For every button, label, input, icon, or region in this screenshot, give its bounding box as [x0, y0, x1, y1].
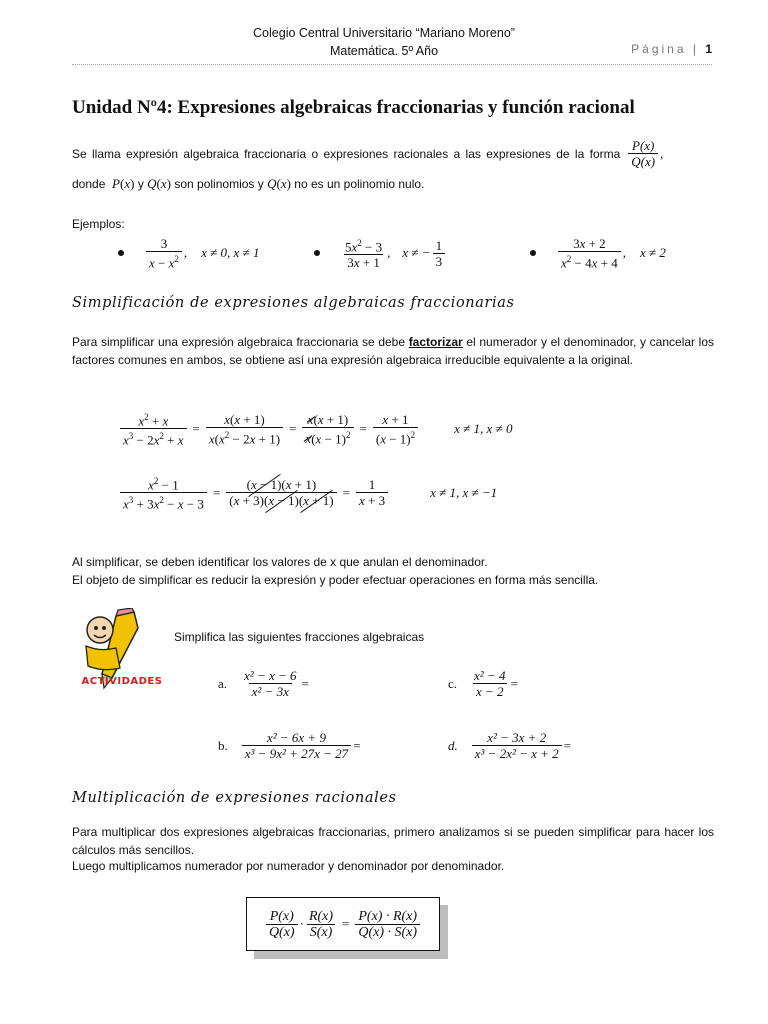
multiplication-paragraph-1: Para multiplicar dos expresiones algebraicas fraccionarias, primero analizamos si se pueden simplificar para hacer los cálculos más sencillos.: [72, 825, 714, 857]
intro-text-2b: y: [137, 177, 144, 191]
note-2: El objeto de simplificar es reducir la expresión y poder efectuar operaciones en forma más sencilla.: [72, 573, 599, 587]
activity-numerator: x² − 6x + 9: [266, 730, 326, 745]
activity-label: c.: [448, 675, 458, 691]
bullet: [118, 250, 124, 256]
activities-instruction: Simplifica las siguientes fracciones algebraicas: [174, 630, 425, 644]
worked-example-2: $\frac{x^2 - 1}{x^3 + 3x^2 - x - 3}$ = $\frac{(x - 1)(x + 1)}{(x + 3)(x - 1)(x + 1)}$ = $\frac{1}{x + 3}$ x ≠ 1, x ≠ −1: [118, 474, 497, 512]
intro-text-2a: donde: [72, 177, 106, 191]
intro-line-1: Se llama expresión algebraica fraccionaria o expresiones racionales a las expresiones de la forma $\frac{P(x)}{Q(x)}$ ,: [72, 138, 664, 169]
activities-badge: [76, 608, 168, 694]
bullet: [314, 250, 320, 256]
section-heading-multiplication: Multiplicación de expresiones racionales: [72, 790, 397, 806]
page-number: 1: [705, 42, 712, 56]
section-heading-simplification: Simplificación de expresiones algebraicas fraccionarias: [72, 295, 515, 311]
page-title: Unidad Nº4: Expresiones algebraicas fraccionarias y función racional: [72, 97, 635, 118]
page-indicator: Página | 1: [631, 42, 712, 56]
para-text-b: el numerador y el denominador, y cancelar los factores comunes en ambos, se obtiene así una expresión algebraica irreducible equivalente a la original.: [72, 335, 715, 367]
activity-denominator: x − 2: [473, 683, 507, 699]
activity-item-a: a. $\frac{\text{x² − x − 6}}{\text{x² − 3x}}$ =: [218, 668, 309, 699]
example-1: $\frac{3}{x - x^2}$ , x ≠ 0, x ≠ 1: [118, 236, 259, 270]
intro-fraction: $\frac{P(x)}{Q(x)}$: [628, 138, 658, 169]
activities-badge-label: ACTIVIDADES: [81, 676, 163, 687]
header-school: Colegio Central Universitario “Mariano Moreno”: [253, 26, 515, 40]
activity-numerator: x² − 4: [474, 668, 506, 683]
activity-denominator: x² − 3x: [249, 683, 292, 699]
activity-denominator: x³ − 2x² − x + 2: [472, 745, 562, 761]
intro-text-2d: no es un polinomio nulo.: [294, 177, 425, 191]
worked-example-1: $\frac{x^2 + x}{x^3 - 2x^2 + x}$ = $\frac{x(x + 1)}{x(x^2 - 2x + 1)}$ = $\frac{x(x + 1)}{x(x - 1)^2}$ = $\frac{x + 1}{(x - 1)^2}$ x ≠ 1, x ≠ 0: [118, 410, 512, 448]
intro-text-2c: son polinomios y: [174, 177, 264, 191]
intro-text-1: Se llama expresión algebraica fraccionaria o expresiones racionales a las expresiones de la forma: [72, 146, 621, 161]
multiplication-formula-box: $\frac{P(x)}{Q(x)}$ · $\frac{R(x)}{S(x)}$ = $\frac{P(x) \cdot R(x)}{Q(x) \cdot S(x)}$: [246, 897, 440, 951]
page-label: Página: [631, 42, 687, 56]
header-course: Matemática. 5º Año: [329, 44, 439, 58]
activity-numerator: x² − 3x + 2: [487, 730, 547, 745]
examples-label: Ejemplos:: [72, 217, 125, 231]
activity-label: a.: [218, 675, 228, 691]
intro-line-2: donde P ( x ) y Q ( x ) son polinomios y Q ( x ) no es un polinomio nulo.: [72, 176, 425, 191]
multiplication-paragraph-2: Luego multiplicamos numerador por numerador y denominador por denominador.: [72, 859, 505, 873]
activity-denominator: x³ − 9x² + 27x − 27: [242, 745, 351, 761]
header-divider: [72, 64, 712, 65]
activity-numerator: x² − x − 6: [244, 668, 297, 683]
activity-label: b.: [218, 737, 228, 753]
keyword-factorizar: factorizar: [408, 335, 463, 349]
example-2: $\frac{5x^2 - 3}{3x + 1}$ , x ≠ − $\frac{1}{3}$: [314, 236, 447, 270]
example-3: $\frac{3x + 2}{x^2 - 4x + 4}$ , x ≠ 2: [530, 236, 666, 270]
simplification-paragraph: [72, 333, 714, 369]
para-text-a: Para simplificar una expresión algebraica fraccionaria se debe: [72, 335, 406, 349]
activity-item-c: c. $\frac{\text{x² − 4}}{x - 2}$ =: [448, 668, 518, 699]
activity-label: d.: [448, 737, 458, 753]
activity-item-d: d. $\frac{\text{x² − 3x + 2}}{\text{x³ − 2x² − x + 2}}$ =: [448, 730, 572, 761]
note-1: Al simplificar, se deben identificar los valores de x que anulan el denominador.: [72, 555, 488, 569]
activity-item-b: b. $\frac{\text{x² − 6x + 9}}{\text{x³ − 9x² + 27x − 27}}$ =: [218, 730, 361, 761]
bullet: [530, 250, 536, 256]
